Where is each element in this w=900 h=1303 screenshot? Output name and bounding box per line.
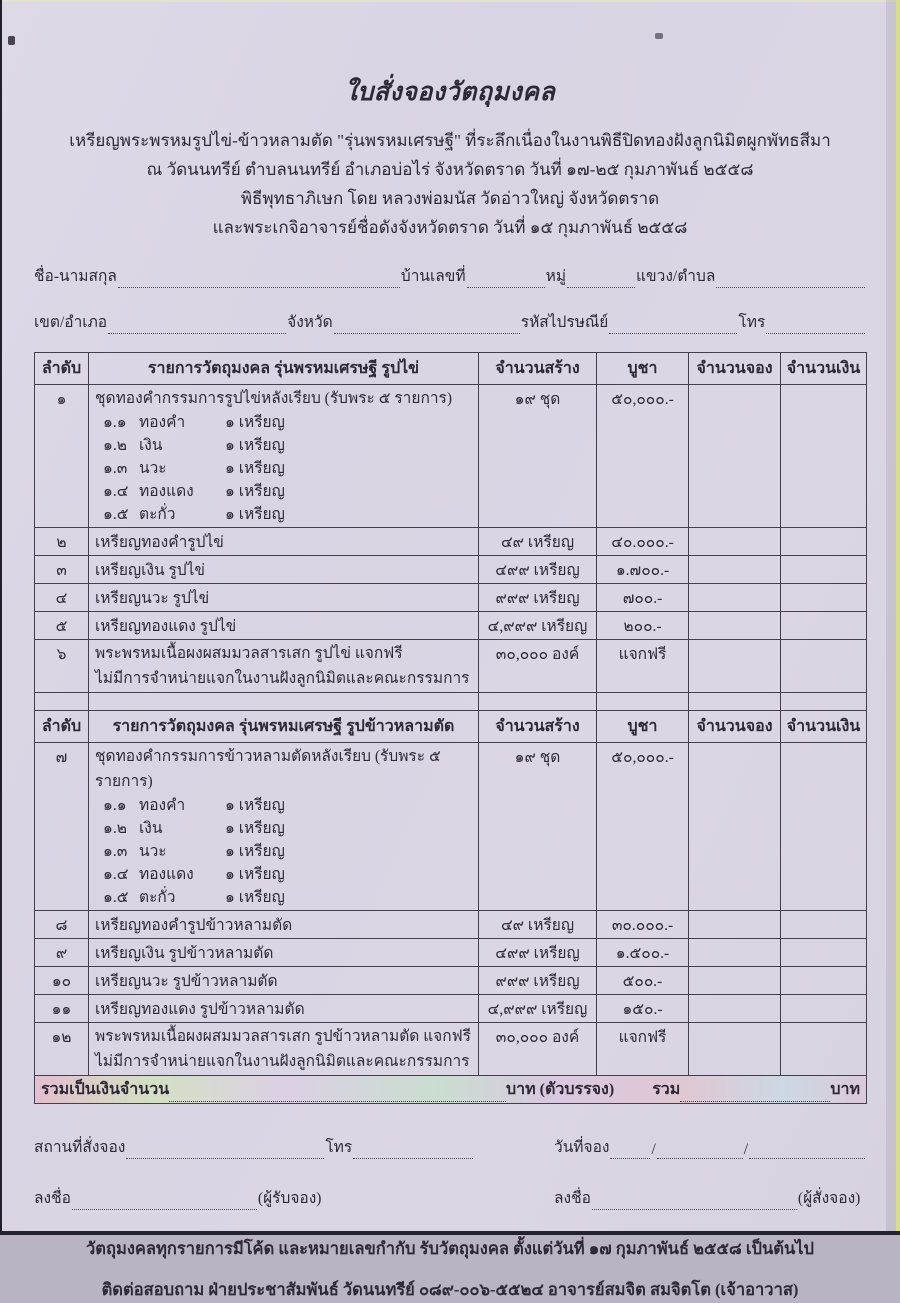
item-title: พระพรหมเนื้อผงผสมมวลสารเสก รูปไข่ แจกฟรี (95, 645, 403, 662)
row-amount-blank (781, 1023, 867, 1076)
postcode-blank-field (609, 318, 737, 334)
sub-item (95, 503, 472, 526)
row-item: เหรียญเงิน รูปข้าวหลามตัด (89, 939, 479, 967)
row-no: ๓ (35, 556, 89, 584)
empty-cell (89, 693, 479, 711)
row-made: ๔,๙๙๙ เหรียญ (479, 995, 597, 1023)
row-reserve-blank (689, 385, 781, 528)
sub-item (95, 794, 472, 817)
phone-label: โทร (738, 314, 766, 331)
receiver-signature-blank-field (72, 1194, 257, 1210)
sub-item-metal: นวะ (139, 843, 167, 860)
row-no: ๖ (35, 640, 89, 693)
table-row (35, 911, 867, 939)
row-amount-blank (781, 528, 867, 556)
place-label: สถานที่สั่งจอง (34, 1139, 126, 1156)
footer-line-place-date (34, 1134, 866, 1159)
sub-item (95, 863, 472, 886)
row-made: ๙๙๙ เหรียญ (479, 967, 597, 995)
moo-label: หมู่ (545, 268, 567, 285)
sub-item-qty: ๑ เหรียญ (225, 889, 285, 906)
row-reserve-blank (689, 995, 781, 1023)
row-price: ๑.๗๐๐.- (597, 556, 689, 584)
sub-item-metal: เงิน (139, 820, 163, 837)
item-title-line2: ไม่มีการจำหน่ายแจกในงานฝังลูกนิมิตและคณะกรรมการ (95, 1053, 470, 1070)
sub-item-qty: ๑ เหรียญ (225, 460, 285, 477)
row-no: ๑ (35, 385, 89, 528)
row-price: ๕๐,๐๐๐.- (597, 743, 689, 911)
table-row (35, 1023, 867, 1076)
date-label: วันที่จอง (554, 1139, 610, 1156)
signature-receiver-group (34, 1185, 554, 1210)
row-price: ๒๐๐.- (597, 612, 689, 640)
row-reserve-blank (689, 556, 781, 584)
col-header-reserve: จำนวนจอง (689, 353, 781, 385)
name-label: ชื่อ-นามสกุล (34, 268, 117, 285)
sub-item-metal: ตะกั่ว (139, 889, 176, 906)
sum-blank-field (680, 1087, 830, 1102)
sub-item-qty: ๑ เหรียญ (225, 506, 285, 523)
row-item: เหรียญทองแดง รูปข้าวหลามตัด (89, 995, 479, 1023)
sub-item-no: ๑.๒ (103, 820, 127, 837)
row-made: ๔๙๙ เหรียญ (479, 556, 597, 584)
place-blank-field (126, 1143, 324, 1159)
subdistrict-blank-field (716, 272, 865, 288)
subtitle-line-2: ณ วัดนนทรีย์ ตำบลนนทรีย์ อำเภอบ่อไร่ จังหวัดตราด วันที่ ๑๗-๒๕ กุมภาพันธ์ ๒๕๕๘ (146, 160, 754, 179)
subdistrict-label: แขวง/ตำบล (636, 268, 716, 285)
sub-item-metal: ทองคำ (139, 414, 186, 431)
table-row (35, 556, 867, 584)
row-amount-blank (781, 939, 867, 967)
sub-item-no: ๑.๕ (103, 889, 129, 906)
row-made: ๓๐,๐๐๐ องค์ (479, 1023, 597, 1076)
name-blank-field (118, 272, 400, 288)
col-header-no: ลำดับ (35, 353, 89, 385)
table-row (35, 584, 867, 612)
row-amount-blank (781, 385, 867, 528)
row-reserve-blank (689, 640, 781, 693)
row-no: ๒ (35, 528, 89, 556)
sign-label: ลงชื่อ (554, 1190, 591, 1207)
row-amount-blank (781, 584, 867, 612)
sub-item-qty: ๑ เหรียญ (225, 843, 285, 860)
item-title: ชุดทองคำกรรมการข้าวหลามตัดหลังเรียบ (รับพระ ๕ รายการ) (95, 748, 441, 790)
col-header-made: จำนวนสร้าง (479, 353, 597, 385)
scan-edge-right (896, 0, 900, 1235)
table-row (35, 939, 867, 967)
row-price: ๔๐.๐๐๐.- (597, 528, 689, 556)
row-item: เหรียญทองคำรูปไข่ (89, 528, 479, 556)
empty-cell (597, 693, 689, 711)
district-label: เขต/อำเภอ (34, 314, 108, 331)
house-no-blank-field (467, 272, 545, 288)
empty-cell (689, 693, 781, 711)
col-header-items-egg: รายการวัตถุมงคล รุ่นพรหมเศรษฐี รูปไข่ (89, 353, 479, 385)
sign-label: ลงชื่อ (34, 1190, 71, 1207)
total-label: รวมเป็นเงินจำนวน (41, 1081, 170, 1098)
table-row (35, 640, 867, 693)
scan-edge-shadow (886, 0, 896, 1235)
col-header-amount: จำนวนเงิน (781, 353, 867, 385)
sub-item (95, 886, 472, 909)
row-reserve-blank (689, 612, 781, 640)
postcode-label: รหัสไปรษณีย์ (520, 314, 609, 331)
sub-item (95, 457, 472, 480)
row-made: ๔๙ เหรียญ (479, 528, 597, 556)
note-code-line: วัตถุมงคลทุกรายการมีโค้ด และหมายเลขกำกับ รับวัตถุมงคล ตั้งแต่วันที่ ๑๗ กุมภาพันธ์ ๒๕๕๘ เป็นต้นไป (85, 1239, 815, 1258)
sub-item (95, 434, 472, 457)
orderer-suffix: (ผู้สั่งจอง) (797, 1190, 861, 1207)
sub-item (95, 411, 472, 434)
col-header-price: บูชา (597, 353, 689, 385)
table-row (35, 743, 867, 911)
sub-item-qty: ๑ เหรียญ (225, 437, 285, 454)
empty-cell (479, 693, 597, 711)
sub-item-no: ๑.๒ (103, 437, 127, 454)
table-row (35, 995, 867, 1023)
col-header-price: บูชา (597, 711, 689, 743)
receiver-suffix: (ผู้รับจอง) (257, 1190, 322, 1207)
row-item (89, 640, 479, 693)
date-separator: / (743, 1141, 749, 1158)
place-phone-group (34, 1134, 554, 1159)
row-reserve-blank (689, 584, 781, 612)
total-suffix: บาท (ตัวบรรจง) (505, 1081, 615, 1098)
form-line-address-1 (34, 263, 866, 288)
row-reserve-blank (689, 911, 781, 939)
orderer-signature-blank-field (592, 1194, 797, 1210)
row-reserve-blank (689, 528, 781, 556)
sub-item-metal: ทองคำ (139, 797, 186, 814)
empty-cell (35, 693, 89, 711)
row-reserve-blank (689, 1023, 781, 1076)
row-price: แจกฟรี (597, 1023, 689, 1076)
sub-item-no: ๑.๔ (103, 866, 129, 883)
document-content (34, 0, 866, 1303)
province-blank-field (334, 318, 520, 334)
moo-blank-field (567, 272, 635, 288)
table-row (35, 385, 867, 528)
row-price: ๑.๕๐๐.- (597, 939, 689, 967)
district-blank-field (108, 318, 286, 334)
sub-item-metal: ทองแดง (139, 866, 194, 883)
row-item: เหรียญทองคำรูปข้าวหลามตัด (89, 911, 479, 939)
row-made: ๔๙๙ เหรียญ (479, 939, 597, 967)
date-day-blank-field (610, 1143, 650, 1159)
subtitle-line-3: พิธีพุทธาภิเษก โดย หลวงพ่อมนัส วัดอ่าวใหญ่ จังหวัดตราด (240, 189, 660, 208)
table-header-section-2 (35, 711, 867, 743)
house-no-label: บ้านเลขที่ (400, 268, 466, 285)
row-reserve-blank (689, 967, 781, 995)
row-item: เหรียญนวะ รูปข้าวหลามตัด (89, 967, 479, 995)
row-amount-blank (781, 743, 867, 911)
page-title: ใบสั่งจองวัตถุมงคล (344, 79, 556, 106)
phone-blank-field (766, 318, 865, 334)
date-month-blank-field (657, 1143, 743, 1159)
row-no: ๑๐ (35, 967, 89, 995)
sub-item-qty: ๑ เหรียญ (225, 414, 285, 431)
row-no: ๑๒ (35, 1023, 89, 1076)
table-header-section-1 (35, 353, 867, 385)
row-made: ๑๙ ชุด (479, 743, 597, 911)
item-title-line2: ไม่มีการจำหน่ายแจกในงานฝังลูกนิมิตและคณะกรรมการ (95, 670, 470, 687)
row-amount-blank (781, 911, 867, 939)
scan-artifact-speck (8, 36, 15, 45)
sub-item-no: ๑.๔ (103, 483, 129, 500)
col-header-no: ลำดับ (35, 711, 89, 743)
table-row (35, 967, 867, 995)
row-item (89, 385, 479, 528)
item-title: พระพรหมเนื้อผงผสมมวลสารเสก รูปข้าวหลามตัด แจกฟรี (95, 1028, 471, 1045)
col-header-made: จำนวนสร้าง (479, 711, 597, 743)
sub-item-qty: ๑ เหรียญ (225, 866, 285, 883)
order-table (34, 352, 867, 1104)
total-cell (35, 1076, 867, 1104)
sub-item-metal: เงิน (139, 437, 163, 454)
date-group (554, 1134, 866, 1159)
row-price: ๕๐,๐๐๐.- (597, 385, 689, 528)
row-reserve-blank (689, 743, 781, 911)
item-title: ชุดทองคำกรรมการรูปไข่หลังเรียบ (รับพระ ๕ รายการ) (95, 390, 453, 407)
note-contact-line: ติดต่อสอบถาม ฝ่ายประชาสัมพันธ์ วัดนนทรีย์ ๐๘๙-๐๐๖-๕๕๒๔ อาจารย์สมจิต สมจิตโต (เจ้าอาวาส) (101, 1280, 799, 1299)
sub-item-qty: ๑ เหรียญ (225, 820, 285, 837)
sub-item-metal: ทองแดง (139, 483, 194, 500)
row-no: ๕ (35, 612, 89, 640)
row-no: ๗ (35, 743, 89, 911)
row-made: ๙๙๙ เหรียญ (479, 584, 597, 612)
footer-phone-blank-field (353, 1143, 473, 1159)
signature-orderer-group (554, 1185, 866, 1210)
row-made: ๔๙ เหรียญ (479, 911, 597, 939)
sub-item-metal: นวะ (139, 460, 167, 477)
row-price: ๓๐.๐๐๐.- (597, 911, 689, 939)
row-reserve-blank (689, 939, 781, 967)
col-header-reserve: จำนวนจอง (689, 711, 781, 743)
row-made: ๔,๙๙๙ เหรียญ (479, 612, 597, 640)
scan-edge-left (0, 0, 2, 1235)
sub-item (95, 480, 472, 503)
table-row (35, 528, 867, 556)
row-made: ๑๙ ชุด (479, 385, 597, 528)
row-no: ๔ (35, 584, 89, 612)
row-amount-blank (781, 967, 867, 995)
row-item: เหรียญทองแดง รูปไข่ (89, 612, 479, 640)
table-row (35, 612, 867, 640)
row-price: แจกฟรี (597, 640, 689, 693)
sub-item-metal: ตะกั่ว (139, 506, 176, 523)
sub-item-no: ๑.๓ (103, 843, 128, 860)
sub-item-qty: ๑ เหรียญ (225, 483, 285, 500)
row-price: ๑๕๐.- (597, 995, 689, 1023)
row-item (89, 1023, 479, 1076)
row-made: ๓๐,๐๐๐ องค์ (479, 640, 597, 693)
row-amount-blank (781, 995, 867, 1023)
row-amount-blank (781, 556, 867, 584)
date-year-blank-field (749, 1143, 865, 1159)
date-separator: / (651, 1141, 656, 1158)
sum-label: รวม (652, 1081, 681, 1098)
col-header-items-diamond: รายการวัตถุมงคล รุ่นพรหมเศรษฐี รูปข้าวหลามตัด (89, 711, 479, 743)
sub-item-no: ๑.๑ (103, 797, 127, 814)
row-no: ๑๑ (35, 995, 89, 1023)
form-line-address-2 (34, 309, 866, 334)
sub-item (95, 817, 472, 840)
sub-item-qty: ๑ เหรียญ (225, 797, 285, 814)
row-price: ๗๐๐.- (597, 584, 689, 612)
spacer-row (35, 693, 867, 711)
total-amount-blank-field (169, 1087, 506, 1102)
sub-item-no: ๑.๓ (103, 460, 128, 477)
col-header-amount: จำนวนเงิน (781, 711, 867, 743)
subtitle-line-1: เหรียญพระพรหมรูปไข่-ข้าวหลามตัด "รุ่นพรหมเศรษฐี" ที่ระลึกเนื่องในงานพิธีปิดทองฝังลูกนิมิตผูกพัทธสีมา (69, 131, 831, 150)
row-no: ๘ (35, 911, 89, 939)
row-price: ๕๐๐.- (597, 967, 689, 995)
sub-item (95, 840, 472, 863)
row-amount-blank (781, 612, 867, 640)
total-row (35, 1076, 867, 1104)
empty-cell (781, 693, 867, 711)
row-item (89, 743, 479, 911)
row-no: ๙ (35, 939, 89, 967)
row-item: เหรียญนวะ รูปไข่ (89, 584, 479, 612)
signature-line (34, 1185, 866, 1210)
sub-item-no: ๑.๑ (103, 414, 127, 431)
row-item: เหรียญเงิน รูปไข่ (89, 556, 479, 584)
footer-phone-label: โทร (325, 1139, 353, 1156)
province-label: จังหวัด (287, 314, 333, 331)
sub-item-no: ๑.๕ (103, 506, 129, 523)
sum-suffix: บาท (830, 1081, 860, 1098)
row-amount-blank (781, 640, 867, 693)
subtitle-line-4: และพระเกจิอาจารย์ชื่อดังจังหวัดตราด วันที่ ๑๕ กุมภาพันธ์ ๒๕๕๘ (212, 218, 688, 237)
